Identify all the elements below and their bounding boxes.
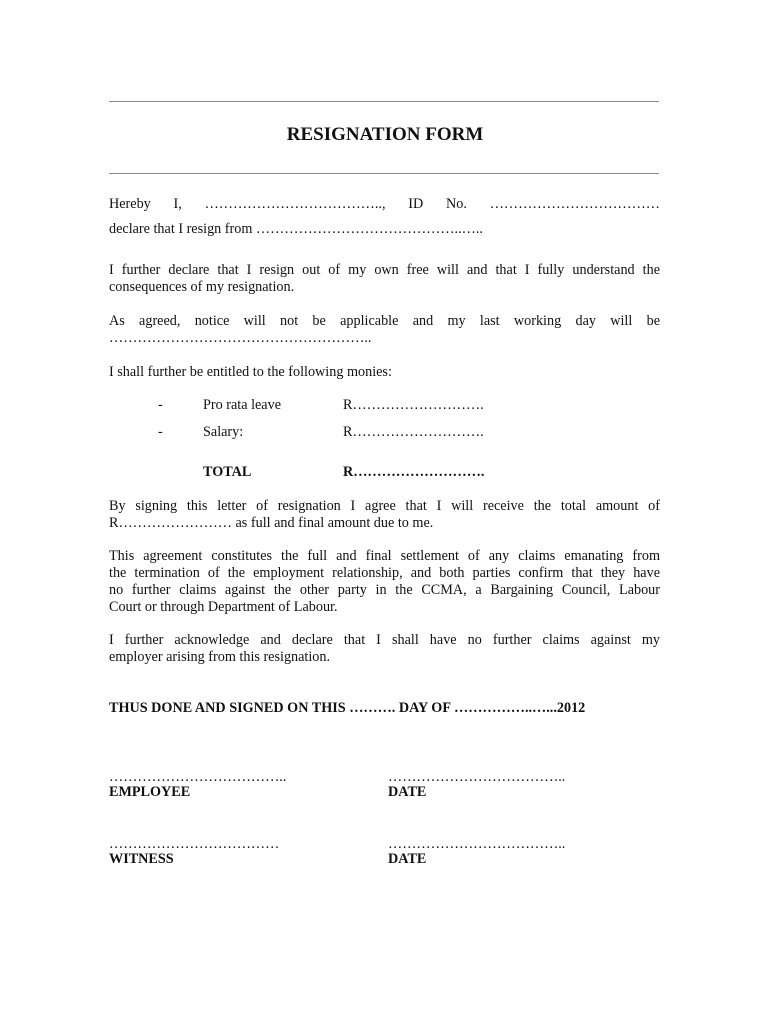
witness-date-label: DATE bbox=[388, 851, 427, 867]
witness-label: WITNESS bbox=[109, 851, 174, 867]
monies-heading: I shall further be entitled to the following monies: bbox=[109, 364, 392, 380]
witness-date-line: ……………………………….. bbox=[388, 836, 566, 852]
free-will-line-1: I further declare that I resign out of my own free will and that I fully understand the bbox=[109, 262, 660, 278]
total-amount: R………………………. bbox=[343, 464, 485, 480]
acknowledge-line-1: I further acknowledge and declare that I shall have no further claims against my bbox=[109, 632, 660, 648]
acknowledge-paragraph bbox=[109, 632, 660, 666]
settlement-line-2: the termination of the employment relationship, and both parties confirm that they have bbox=[109, 565, 660, 581]
acknowledge-line-2: employer arising from this resignation. bbox=[109, 649, 331, 665]
name-id-line: Hereby I, ……………………………….., ID No. ……………………………… bbox=[109, 196, 660, 212]
monies-dash-1: - bbox=[158, 397, 163, 413]
employee-date-line: ……………………………….. bbox=[388, 769, 566, 785]
settlement-paragraph bbox=[109, 548, 660, 616]
free-will-line-2: consequences of my resignation. bbox=[109, 279, 295, 295]
notice-line-1: As agreed, notice will not be applicable and my last working day will be bbox=[109, 313, 660, 329]
settlement-line-4: Court or through Department of Labour. bbox=[109, 599, 338, 615]
form-title: RESIGNATION FORM bbox=[286, 124, 484, 145]
witness-signature-line: ……………………………… bbox=[109, 836, 280, 852]
title-divider bbox=[109, 173, 659, 174]
monies-dash-2: - bbox=[158, 424, 163, 440]
notice-paragraph bbox=[109, 313, 660, 347]
monies-amount-salary: R………………………. bbox=[343, 424, 484, 440]
top-divider bbox=[109, 101, 659, 102]
resign-from-line: declare that I resign from ……………………………………..….. bbox=[109, 221, 483, 237]
total-label: TOTAL bbox=[203, 464, 252, 480]
settlement-line-3: no further claims against the other party in the CCMA, a Bargaining Council, Labour bbox=[109, 582, 660, 598]
employee-date-label: DATE bbox=[388, 784, 427, 800]
notice-line-2: ……………………………………………….. bbox=[109, 330, 372, 346]
signing-line-2: R…………………… as full and final amount due to me. bbox=[109, 515, 434, 531]
signing-line-1: By signing this letter of resignation I agree that I will receive the total amount of bbox=[109, 498, 660, 514]
signed-on-line: THUS DONE AND SIGNED ON THIS ………. DAY OF ……………..…...2012 bbox=[109, 700, 586, 716]
employee-signature-line: ……………………………….. bbox=[109, 769, 287, 785]
free-will-paragraph bbox=[109, 262, 660, 296]
settlement-line-1: This agreement constitutes the full and final settlement of any claims emanating from bbox=[109, 548, 660, 564]
monies-label-pro-rata: Pro rata leave bbox=[203, 397, 281, 413]
monies-label-salary: Salary: bbox=[203, 424, 244, 440]
monies-amount-pro-rata: R………………………. bbox=[343, 397, 484, 413]
signing-paragraph bbox=[109, 498, 660, 532]
employee-label: EMPLOYEE bbox=[109, 784, 191, 800]
